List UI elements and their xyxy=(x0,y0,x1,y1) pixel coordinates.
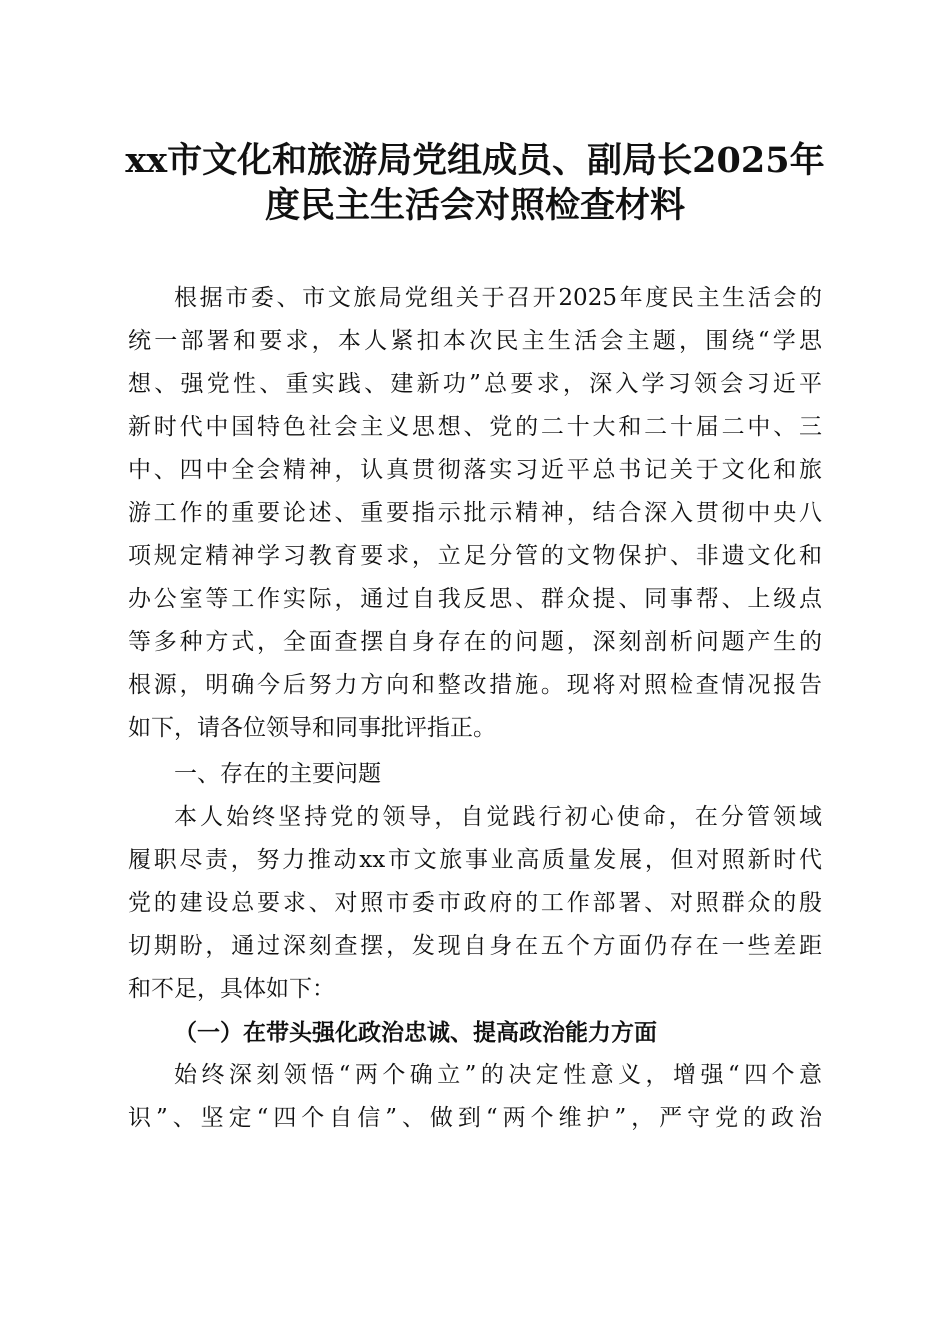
text-line: 办公室等工作实际，通过自我反思、群众提、同事帮、上级点 xyxy=(128,586,822,612)
text-line: 根据市委、市文旅局党组关于召开2025年度民主生活会的 xyxy=(174,285,822,311)
text-line: 游工作的重要论述、重要指示批示精神，结合深入贯彻中央八 xyxy=(128,500,822,526)
text-line: 新时代中国特色社会主义思想、党的二十大和二十届二中、三 xyxy=(128,414,822,440)
text-line: 本人始终坚持党的领导，自觉践行初心使命，在分管领域 xyxy=(174,804,822,830)
text-line: 始终深刻领悟“两个确立”的决定性意义，增强“四个意 xyxy=(174,1062,822,1088)
document-body xyxy=(128,277,822,1140)
text-line: 统一部署和要求，本人紧扣本次民主生活会主题，围绕“学思 xyxy=(128,328,822,354)
text-line: 等多种方式，全面查摆自身存在的问题，深刻剖析问题产生的 xyxy=(128,629,822,655)
text-line: 切期盼，通过深刻查摆，发现自身在五个方面仍存在一些差距 xyxy=(128,933,822,959)
intro-paragraph xyxy=(128,277,822,750)
text-line: 履职尽责，努力推动xx市文旅事业高质量发展，但对照新时代 xyxy=(128,847,822,873)
text-line: 项规定精神学习教育要求，立足分管的文物保护、非遗文化和 xyxy=(128,543,822,569)
text-line: 党的建设总要求、对照市委市政府的工作部署、对照群众的殷 xyxy=(128,890,822,916)
title-line: 度民主生活会对照检查材料 xyxy=(264,185,685,226)
text-line: 如下，请各位领导和同事批评指正。 xyxy=(128,715,496,741)
text-line: 识”、坚定“四个自信”、做到“两个维护”，严守党的政治 xyxy=(128,1105,822,1131)
section-heading: 一、存在的主要问题 xyxy=(174,761,381,787)
text-line: 中、四中全会精神，认真贯彻落实习近平总书记关于文化和旅 xyxy=(128,457,822,483)
text-line: 和不足，具体如下： xyxy=(128,976,335,1002)
subsection-paragraph xyxy=(128,1054,822,1140)
section-paragraph xyxy=(128,796,822,1011)
subsection-heading: （一）在带头强化政治忠诚、提高政治能力方面 xyxy=(174,1019,657,1046)
text-line: 根源，明确今后努力方向和整改措施。现将对照检查情况报告 xyxy=(128,672,822,698)
document-title xyxy=(0,138,950,228)
title-line: xx市文化和旅游局党组成员、副局长2025年 xyxy=(125,140,825,181)
text-line: 想、强党性、重实践、建新功”总要求，深入学习领会习近平 xyxy=(128,371,822,397)
